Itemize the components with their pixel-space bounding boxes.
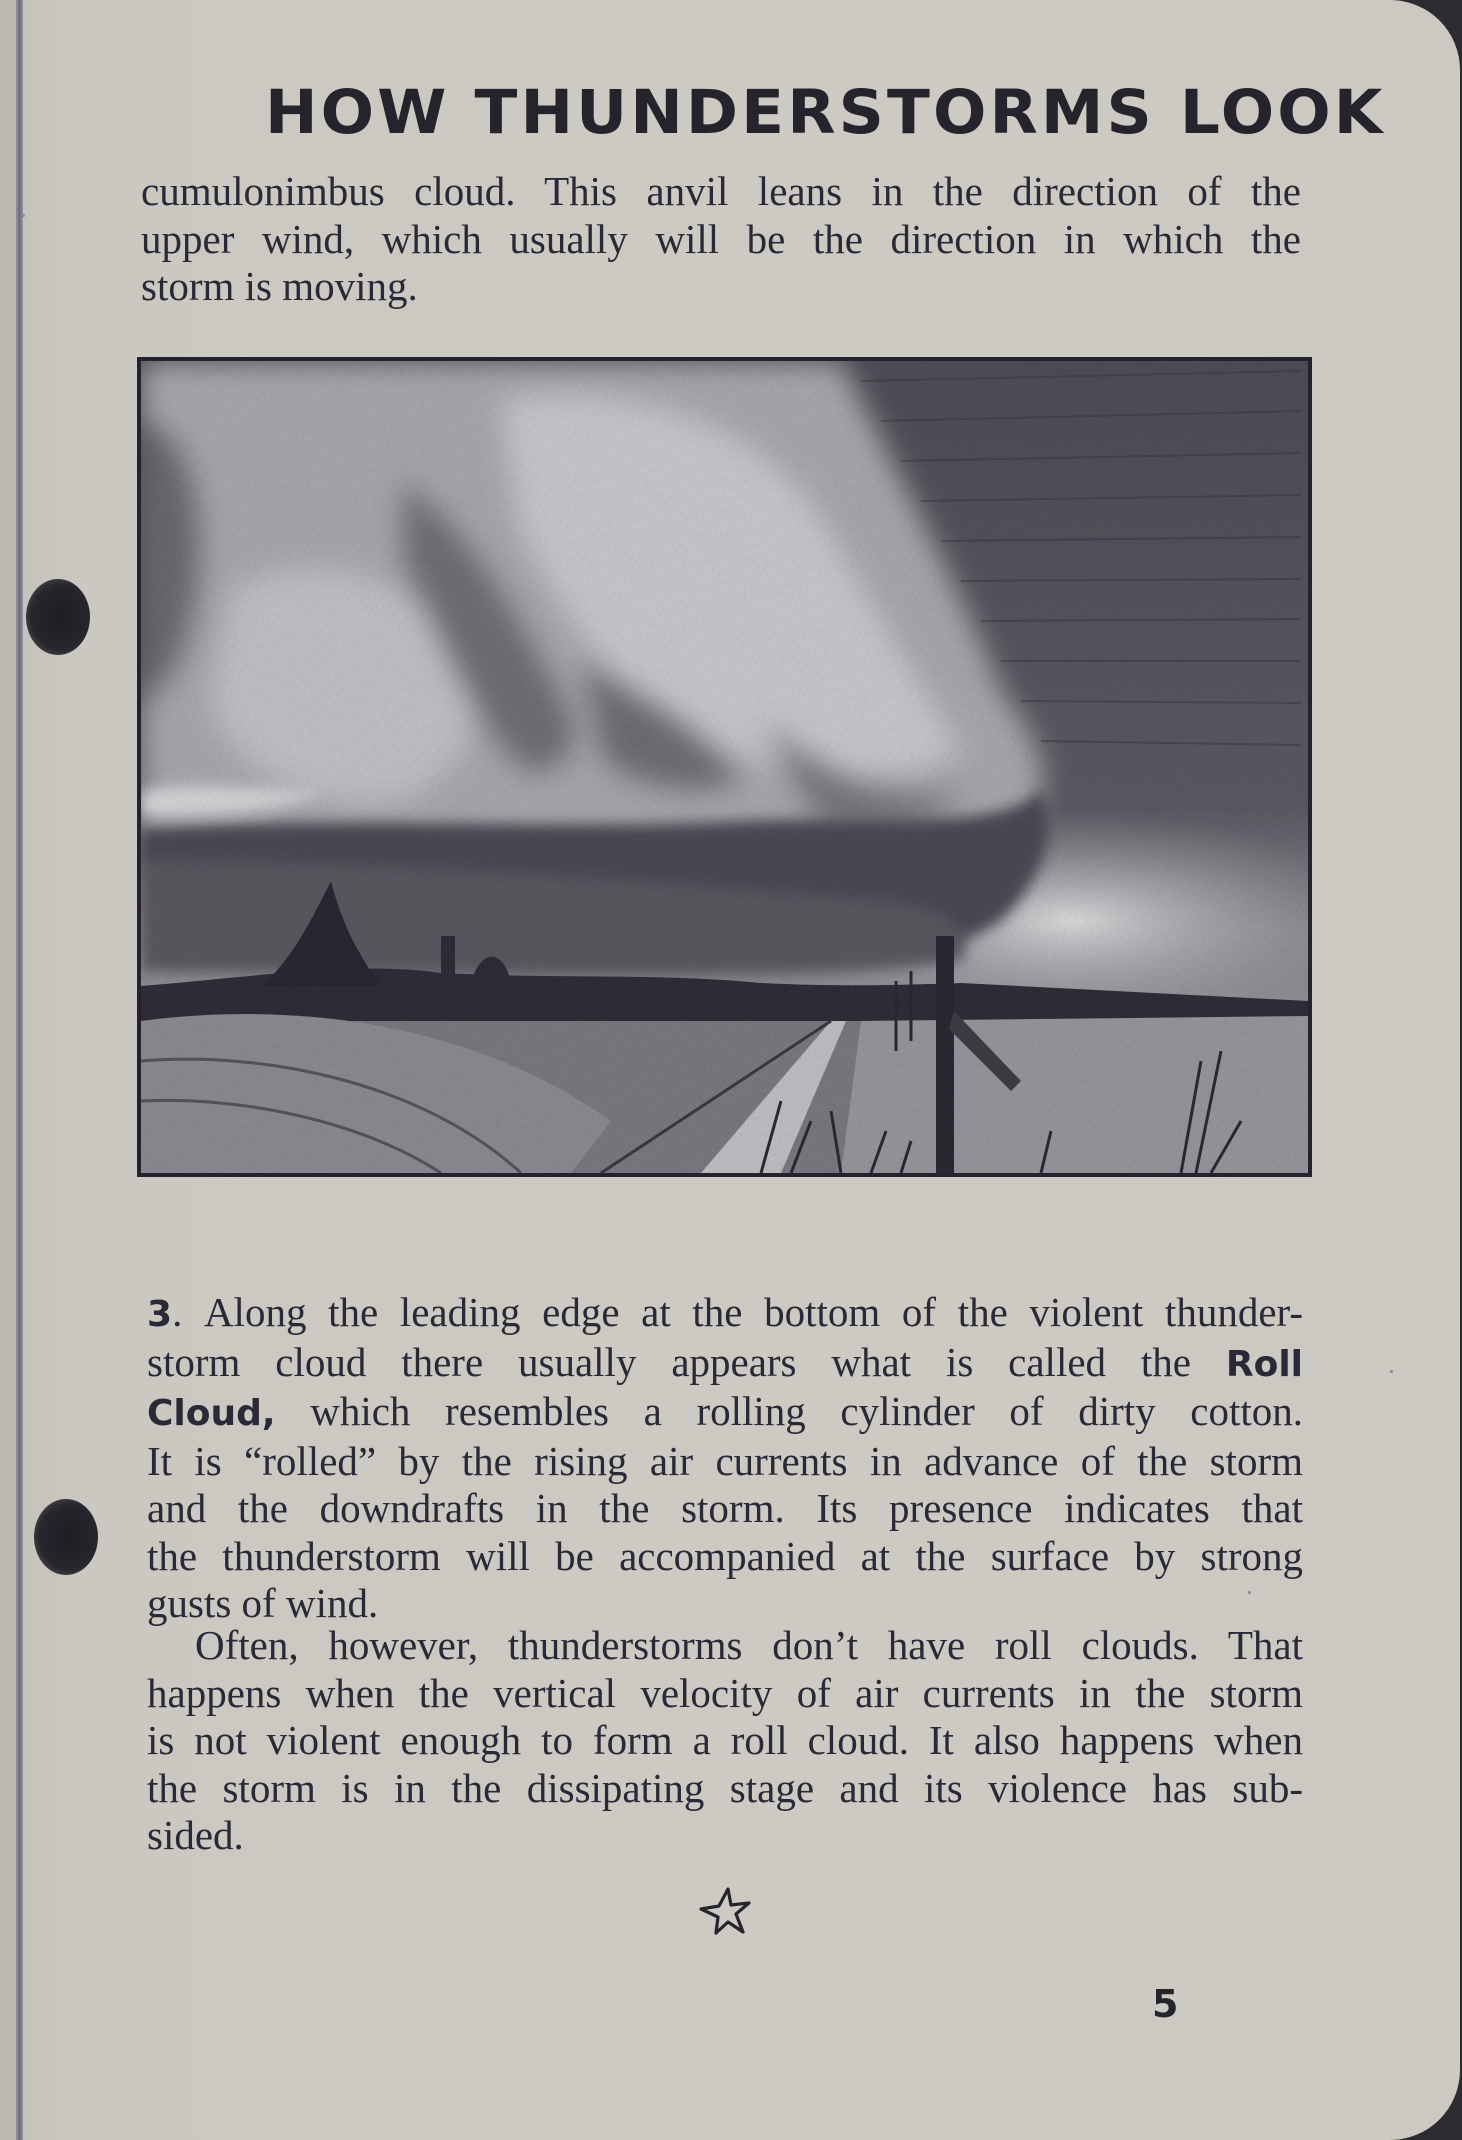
text-line: the thunderstorm will be accompanied at the surface by strong [147,1532,1303,1579]
text-line: upper wind, which usually will be the direction in which the [141,215,1301,262]
text-line: Often, however, thunderstorms don’t have roll clouds. That [195,1622,1303,1668]
continued-paragraph [141,168,1301,311]
text-line: the storm is in the dissipating stage and its violence has sub- [147,1764,1303,1811]
text-line: happens when the vertical velocity of air currents in the storm [147,1669,1303,1716]
text-line: storm is moving. [141,263,418,309]
page-number: 5 [1152,1982,1179,2026]
page-title: HOW THUNDERSTORMS LOOK [265,77,1386,148]
section-number: 3 [147,1294,173,1335]
term-roll-cloud: Roll [1225,1343,1303,1385]
paper-speck [22,214,25,217]
page-edge-shadow [0,0,16,2140]
text-line: 3. Along the leading edge at the bottom of the violent thunder- [147,1289,1304,1335]
text-line: cumulonimbus cloud. This anvil leans in the direction of the [141,168,1301,214]
text-line: It is “rolled” by the rising air currents in advance of the storm [147,1437,1303,1484]
star-icon [698,1886,752,1938]
thunderstorm-illustration [137,357,1312,1177]
text-line: is not violent enough to form a roll cloud. It also happens when [147,1717,1303,1763]
illustration-icon [141,361,1308,1173]
text-line: Cloud, which resembles a rolling cylinder of dirty cotton. [147,1388,1304,1434]
paper-speck [1390,1370,1393,1373]
term-roll-cloud-cont: Cloud, [147,1393,276,1434]
text-line: storm cloud there usually appears what is called the Roll [147,1338,1303,1385]
paper-speck [1248,1591,1251,1594]
binding-edge [16,0,23,2140]
binder-hole-top [26,579,90,655]
binder-hole-bottom [34,1499,98,1575]
text-line: gusts of wind. [147,1580,379,1626]
often-paragraph [147,1622,1303,1860]
section-3-paragraph [147,1289,1303,1628]
text-line: and the downdrafts in the storm. Its presence indicates that [147,1485,1303,1531]
text-line: sided. [147,1812,244,1858]
